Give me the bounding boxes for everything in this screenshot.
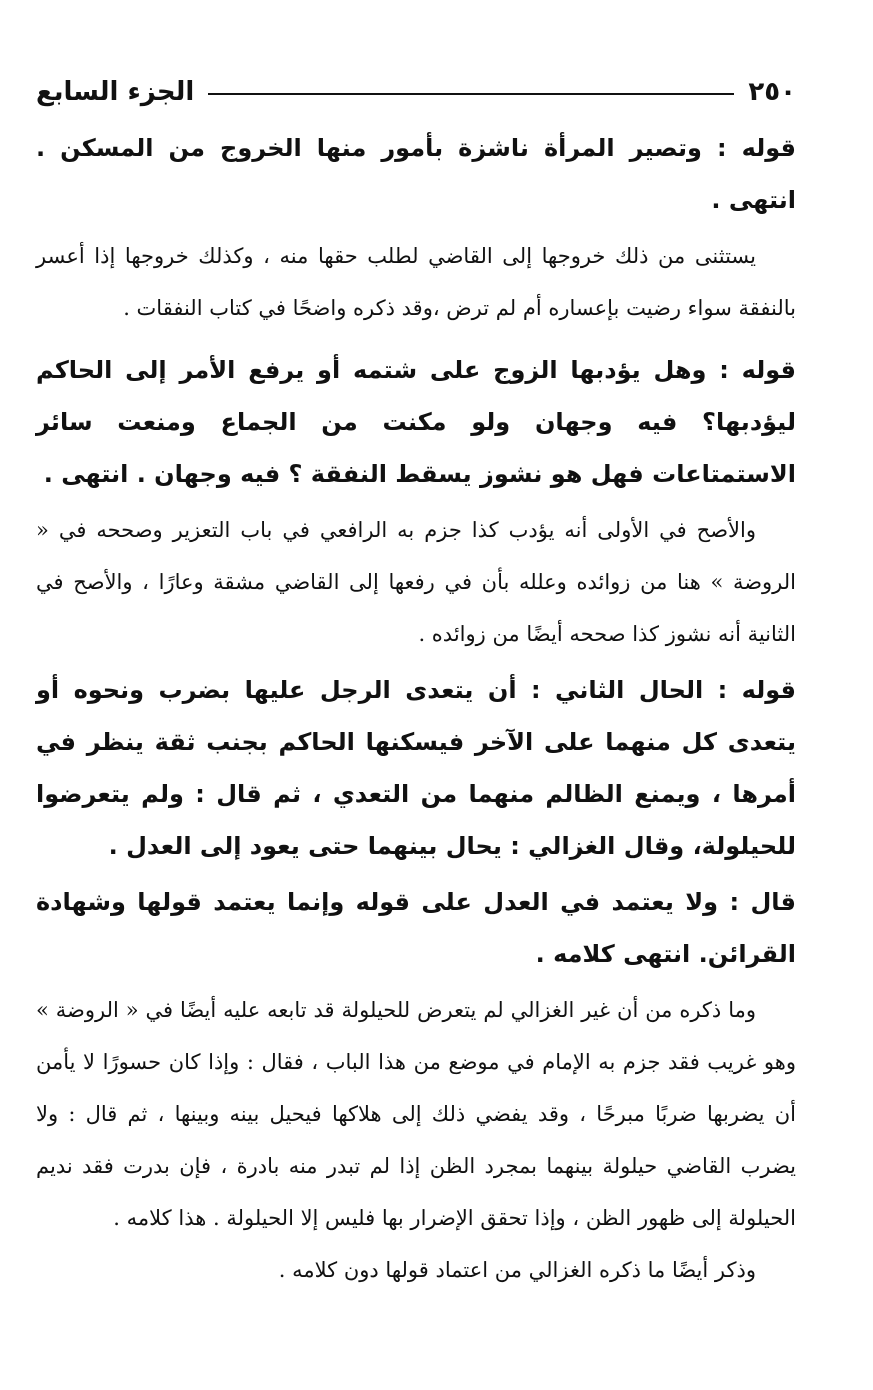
commentary-paragraph: وذكر أيضًا ما ذكره الغزالي من اعتماد قولها دون كلامه . — [278, 1258, 756, 1282]
running-head: الجزء السابع — [36, 77, 195, 107]
commentary-paragraph: والأصح في الأولى أنه يؤدب كذا جزم به الرافعي في باب التعزير وصححه في « الروضة » هنا من زوائده وعلله بأن في رفعها إلى القاضي مشقة وعارًا ، والأصح في الثانية أنه نشوز كذا صححه أيضًا من زوائده . — [36, 518, 796, 646]
commentary-paragraph: وما ذكره من أن غير الغزالي لم يتعرض للحيلولة قد تابعه عليه أيضًا في « الروضة » وهو غريب فقد جزم به الإمام في موضع من هذا الباب ، فقال : وإذا كان حسورًا لا يأمن أن يضربها ضربًا مبرحًا ، وقد يفضي ذلك إلى هلاكها فيحيل بينه وبينها ، ثم قال : ولا يضرب القاضي حيلولة بينهما بمجرد الظن إذا لم تبدر منه بادرة ، فإن بدرت فقد نديم الحيلولة إلى ظهور الظن ، وإذا تحقق الإضرار بها فليس إلا الحيلولة . هذا كلامه . — [36, 998, 796, 1230]
header-rule — [208, 93, 734, 95]
quote-paragraph: قال : ولا يعتمد في العدل على قوله وإنما يعتمد قولها وشهادة القرائن. انتهى كلامه . — [36, 888, 796, 968]
quote-paragraph: قوله : الحال الثاني : أن يتعدى الرجل عليها بضرب ونحوه أو يتعدى كل منهما على الآخر فيسكنها الحاكم بجنب ثقة ينظر في أمرها ، ويمنع الظالم منهما من التعدي ، ثم قال : ولم يتعرضوا للحيلولة، وقال الغزالي : يحال بينهما حتى يعود إلى العدل . — [36, 676, 796, 860]
quote-paragraph: قوله : وهل يؤدبها الزوج على شتمه أو يرفع الأمر إلى الحاكم ليؤدبها؟ فيه وجهان ولو مكنت من الجماع ومنعت سائر الاستمتاعات فهل هو نشوز يسقط النفقة ؟ فيه وجهان . انتهى . — [36, 356, 796, 488]
page-header — [36, 72, 796, 112]
book-page — [36, 72, 796, 1296]
commentary-paragraph: يستثنى من ذلك خروجها إلى القاضي لطلب حقها منه ، وكذلك خروجها إذا أعسر بالنفقة سواء رضيت بإعساره أم لم ترض ،وقد ذكره واضحًا في كتاب النفقات . — [36, 244, 796, 320]
page-number: ٢٥٠ — [748, 77, 796, 107]
quote-paragraph: قوله : وتصير المرأة ناشزة بأمور منها الخروج من المسكن . انتهى . — [36, 134, 796, 214]
